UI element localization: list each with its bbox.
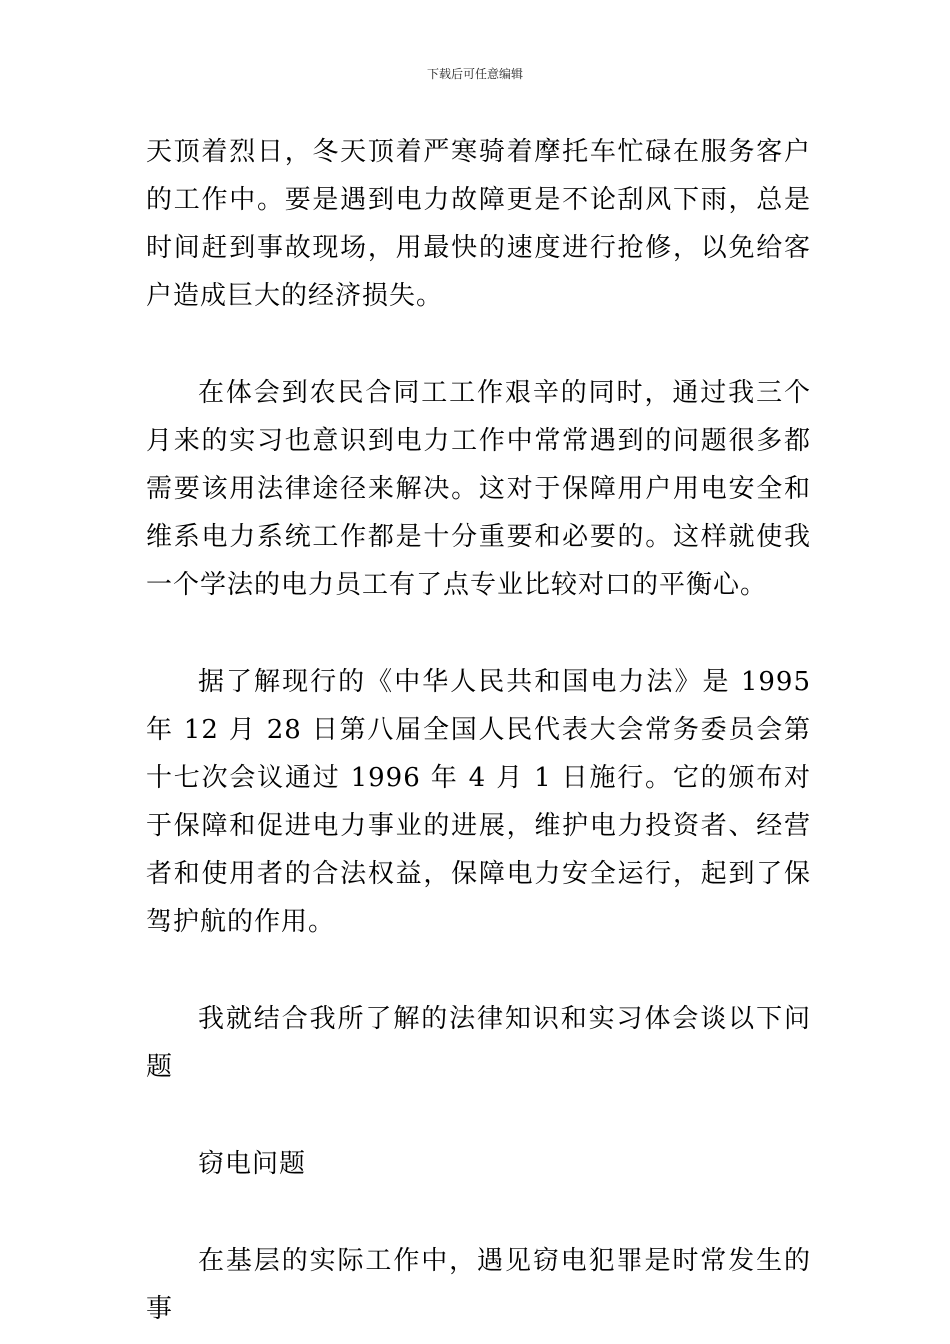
section-heading-power-theft: 窃电问题	[198, 1149, 307, 1179]
document-body	[146, 128, 811, 1333]
paragraph-continuation: 天顶着烈日，冬天顶着严寒骑着摩托车忙碌在服务客户的工作中。要是遇到电力故障更是不论刮风下雨，总是时间赶到事故现场，用最快的速度进行抢修，以免给客户造成巨大的经济损失。	[146, 137, 811, 311]
paragraph-topic-intro: 我就结合我所了解的法律知识和实习体会谈以下问题	[146, 1004, 811, 1082]
paragraph-internship-reflection: 在体会到农民合同工工作艰辛的同时，通过我三个月来的实习也意识到电力工作中常常遇到的问题很多都需要该用法律途径来解决。这对于保障用户用电安全和维系电力系统工作都是十分重要和必要的。这样就使我一个学法的电力员工有了点专业比较对口的平衡心。	[146, 378, 811, 600]
paragraph-power-theft: 在基层的实际工作中，遇见窃电犯罪是时常发生的事	[146, 1246, 811, 1324]
page-header: 下载后可任意编辑	[426, 67, 523, 81]
paragraph-electricity-law: 据了解现行的《中华人民共和国电力法》是 1995 年 12 月 28 日第八届全国人民代表大会常务委员会第十七次会议通过 1996 年 4 月 1 日施行。它的颁布对于保障和促进电力事业的进展，维护电力投资者、经营者和使用者的合法权益，保障电力安全运行，起到了保驾护航的作用。	[146, 667, 811, 937]
